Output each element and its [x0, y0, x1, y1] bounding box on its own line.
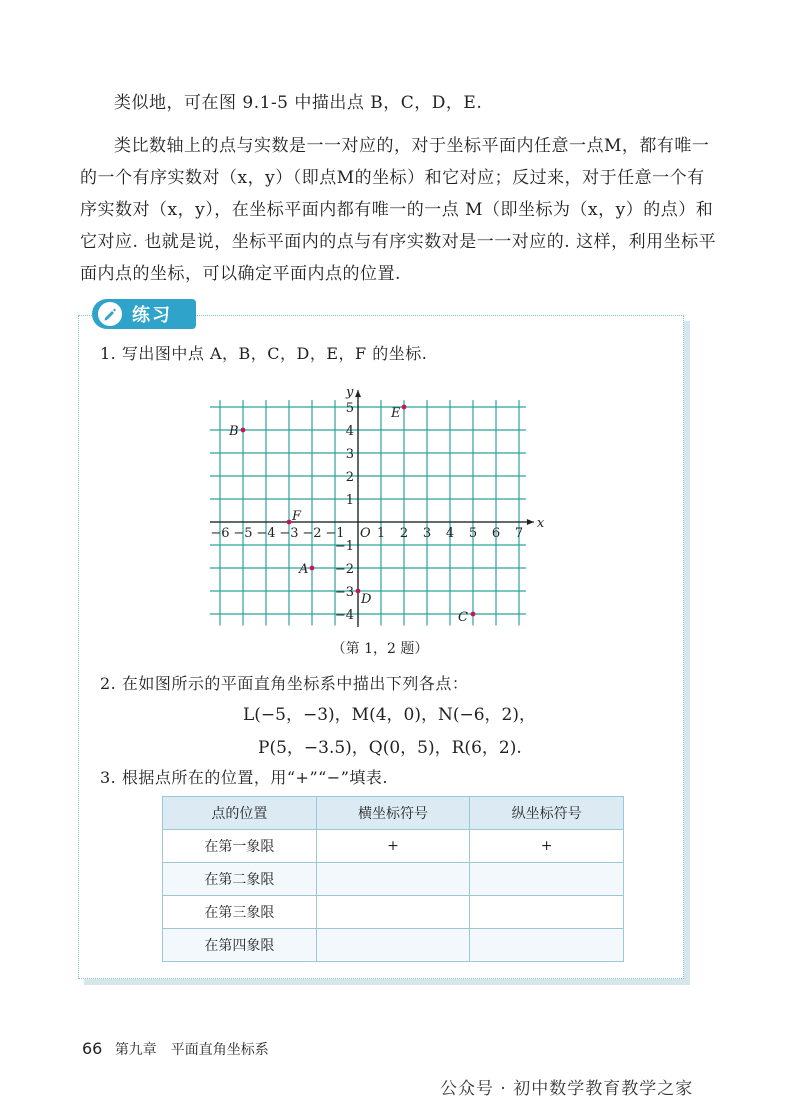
- y-tick-label: −2: [334, 562, 354, 577]
- point-label: D: [361, 592, 372, 607]
- table-cell: [470, 896, 624, 929]
- x-tick-label: 7: [514, 526, 524, 541]
- table-row: [163, 929, 624, 962]
- y-tick-label: 1: [345, 493, 354, 508]
- x-tick-label: 6: [491, 526, 501, 541]
- page-footer: [82, 1039, 269, 1059]
- table-header: 点的位置: [163, 797, 317, 830]
- point-label: F: [292, 509, 302, 524]
- data-point: [310, 566, 315, 571]
- y-tick-label: −3: [334, 585, 354, 600]
- question-1: 1. 写出图中点 A，B，C，D，E，F 的坐标.: [100, 344, 428, 363]
- paragraph-correspondence: 类比数轴上的点与实数是一一对应的，对于坐标平面内任意一点M，都有唯一的一个有序实数对（x，y）（即点M的坐标）和它对应；反过来，对于任意一个有序实数对（x，y），在坐标平面内都有唯一的一点 M（即坐标为（x，y）的点）和它对应. 也就是说，坐标平面内的点与有序实数对是一一对应的. 这样，利用坐标平面内点的坐标，可以确定平面内点的位置.: [80, 136, 717, 284]
- x-tick-label: 1: [376, 526, 386, 541]
- y-tick-label: −4: [334, 608, 354, 623]
- figure-caption: （第 1，2 题）: [331, 641, 429, 657]
- exercise-badge: [92, 299, 196, 329]
- data-point: [402, 405, 407, 410]
- x-tick-label: −3: [279, 526, 299, 541]
- x-tick-label: 4: [445, 526, 455, 541]
- x-axis-label: x: [536, 516, 545, 531]
- question-3: 3. 根据点所在的位置，用“+”“−”填表.: [100, 768, 388, 787]
- y-axis-arrow: [355, 390, 361, 397]
- pencil-icon: [98, 302, 122, 326]
- table-cell: +: [316, 830, 470, 863]
- y-tick-label: 4: [345, 424, 354, 439]
- table-row: [163, 896, 624, 929]
- data-point: [241, 428, 246, 433]
- table-header: 纵坐标符号: [470, 797, 624, 830]
- x-tick-label: −2: [302, 526, 322, 541]
- y-tick-label: 5: [345, 401, 354, 416]
- page-number: 66: [82, 1039, 103, 1058]
- x-tick-label: −4: [256, 526, 276, 541]
- data-point: [471, 612, 476, 617]
- table-header: 横坐标符号: [316, 797, 470, 830]
- data-point: [356, 589, 361, 594]
- data-point: [287, 520, 292, 525]
- paragraph-intro: 类似地，可在图 9.1-5 中描出点 B，C，D，E.: [114, 93, 483, 113]
- y-axis-label: y: [346, 385, 354, 401]
- exercise-title: 练习: [132, 305, 172, 326]
- x-tick-label: −1: [325, 526, 345, 541]
- table-cell: [316, 929, 470, 962]
- point-label: A: [299, 562, 309, 577]
- x-tick-label: 3: [422, 526, 432, 541]
- y-tick-label: −1: [334, 539, 354, 554]
- y-tick-label: 3: [345, 447, 354, 462]
- coordinate-plane-chart: [210, 372, 550, 627]
- table-cell: [316, 863, 470, 896]
- table-header-row: [163, 797, 624, 830]
- question-2-points-line1: L(−5，−3)，M(4，0)，N(−6，2)，: [243, 705, 536, 725]
- sign-table: [162, 796, 624, 962]
- question-2-points-line2: P(5，−3.5)，Q(0，5)，R(6，2).: [258, 738, 522, 758]
- watermark: 公众号 · 初中数学教育教学之家: [440, 1079, 694, 1099]
- table-cell: 在第三象限: [163, 896, 317, 929]
- point-label: B: [229, 424, 239, 439]
- table-row: [163, 830, 624, 863]
- x-tick-label: 2: [399, 526, 409, 541]
- x-tick-label: −5: [233, 526, 253, 541]
- table-row: [163, 863, 624, 896]
- y-tick-label: 2: [345, 470, 354, 485]
- table-cell: [316, 896, 470, 929]
- x-tick-label: −6: [210, 526, 230, 541]
- table-cell: [470, 929, 624, 962]
- chapter-title: 第九章 平面直角坐标系: [114, 1042, 269, 1058]
- point-label: E: [391, 406, 401, 421]
- point-label: C: [458, 610, 468, 625]
- origin-label: O: [360, 526, 371, 541]
- table-cell: [470, 863, 624, 896]
- table-cell: 在第四象限: [163, 929, 317, 962]
- table-cell: 在第一象限: [163, 830, 317, 863]
- table-cell: 在第二象限: [163, 863, 317, 896]
- table-cell: +: [470, 830, 624, 863]
- x-tick-label: 5: [468, 526, 478, 541]
- question-2: 2. 在如图所示的平面直角坐标系中描出下列各点：: [100, 674, 469, 693]
- x-axis-arrow: [527, 519, 534, 525]
